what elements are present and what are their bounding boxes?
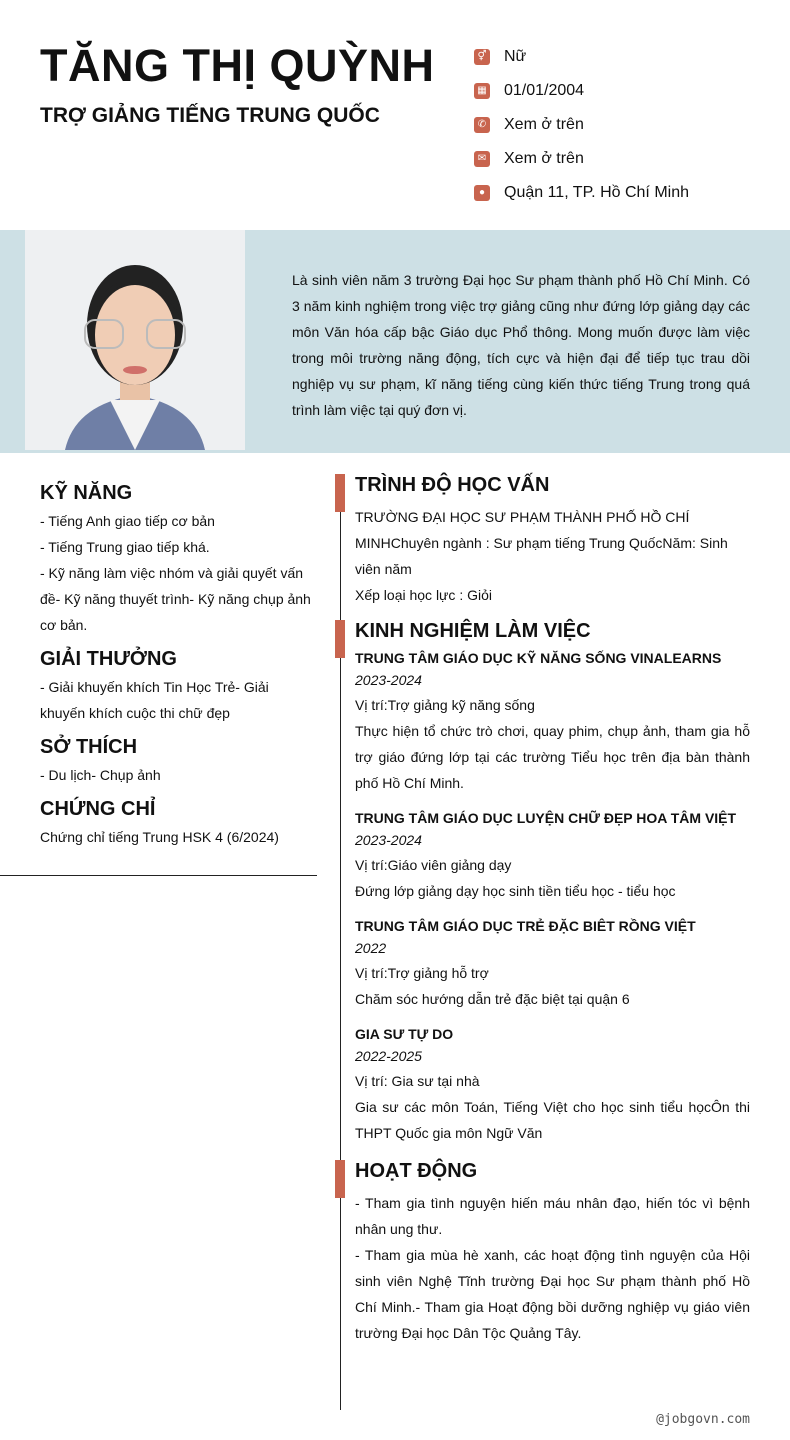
activities-heading: HOẠT ĐỘNG <box>355 1160 478 1182</box>
left-divider <box>0 875 317 876</box>
education-heading: TRÌNH ĐỘ HỌC VẤN <box>355 474 550 496</box>
job-period: 2022 <box>355 940 387 956</box>
certificates-text: Chứng chỉ tiếng Trung HSK 4 (6/2024) <box>40 829 279 845</box>
job-period: 2023-2024 <box>355 672 422 688</box>
awards-heading: GIẢI THƯỞNG <box>40 648 177 670</box>
contact-text: Xem ở trên <box>504 150 584 167</box>
candidate-name: TĂNG THỊ QUỲNH <box>40 40 435 91</box>
education-section <box>355 472 750 608</box>
job-org: TRUNG TÂM GIÁO DỤC KỸ NĂNG SỐNG VINALEARNS <box>355 650 722 666</box>
profile-photo <box>25 230 245 450</box>
contact-email <box>474 142 689 176</box>
job-desc: Gia sư các môn Toán, Tiếng Việt cho học sinh tiểu họcÔn thi THPT Quốc gia môn Ngữ Văn <box>355 1099 750 1141</box>
certificates-section <box>40 796 317 850</box>
summary-text: Là sinh viên năm 3 trường Đại học Sư phạm thành phố Hồ Chí Minh. Có 3 năm kinh nghiệm trong việc trợ giảng cũng như đứng lớp giảng dạy các môn Văn hóa cấp bậc Giáo dục Phổ thông. Mong muốn được làm việc trong môi trường năng động, tích cực và hiện đại để tiếp tục trau dồi nghiệp vụ sư phạm, kĩ năng tiếng cùng kiến thức tiếng Trung trong quá trình làm việc tại quý đơn vị. <box>292 272 750 418</box>
experience-heading: KINH NGHIỆM LÀM VIỆC <box>355 620 591 642</box>
job-item <box>355 808 750 904</box>
job-desc: Chăm sóc hướng dẫn trẻ đặc biệt tại quận 6 <box>355 991 630 1007</box>
left-column <box>40 472 317 850</box>
skills-heading: KỸ NĂNG <box>40 482 133 504</box>
skill-item: - Tiếng Anh giao tiếp cơ bản <box>40 513 215 529</box>
skills-section <box>40 480 317 638</box>
job-item <box>355 648 750 796</box>
activity-item: - Tham gia mùa hè xanh, các hoạt động tình nguyện của Hội sinh viên Nghệ Tĩnh trường Đại học Sư phạm thành phố Hồ Chí Minh.- Tham gia Hoạt động bồi dưỡng nghiệp vụ giáo viên trường Đại học Dân Tộc Quảng Tây. <box>355 1247 750 1341</box>
job-position: Vị trí:Giáo viên giảng dạy <box>355 857 512 873</box>
calendar-icon: ▦ <box>474 83 490 99</box>
contact-address <box>474 176 689 210</box>
awards-section <box>40 646 317 726</box>
job-desc: Đứng lớp giảng dạy học sinh tiền tiểu học - tiểu học <box>355 883 676 899</box>
job-position: Vị trí: Gia sư tại nhà <box>355 1073 480 1089</box>
hobbies-section <box>40 734 317 788</box>
education-grade: Xếp loại học lực : Giỏi <box>355 587 492 603</box>
contact-birthday <box>474 74 689 108</box>
gender-icon: ⚥ <box>474 49 490 65</box>
job-desc: Thực hiện tổ chức trò chơi, quay phim, chụp ảnh, tham gia hỗ trợ giáo đứng lớp tại các trường Tiểu học trên địa bàn thành phố Hồ Chí Minh. <box>355 723 750 791</box>
contact-phone <box>474 108 689 142</box>
contact-gender <box>474 40 689 74</box>
job-item <box>355 1024 750 1146</box>
contact-text: 01/01/2004 <box>504 82 585 99</box>
skill-item: - Tiếng Trung giao tiếp khá. <box>40 539 210 555</box>
location-icon: ● <box>474 185 490 201</box>
phone-icon: ✆ <box>474 117 490 133</box>
job-position: Vị trí:Trợ giảng kỹ năng sống <box>355 697 535 713</box>
section-marker <box>335 620 345 658</box>
activities-section <box>355 1158 750 1346</box>
section-marker <box>335 1160 345 1198</box>
contact-text: Nữ <box>504 48 527 65</box>
hobbies-text: - Du lịch- Chụp ảnh <box>40 767 161 783</box>
job-org: TRUNG TÂM GIÁO DỤC LUYỆN CHỮ ĐẸP HOA TÂM VIỆT <box>355 810 737 826</box>
right-column <box>355 472 750 1346</box>
timeline-line <box>340 474 341 1410</box>
job-period: 2022-2025 <box>355 1048 422 1064</box>
skill-item: - Kỹ năng làm việc nhóm và giải quyết vấn đề- Kỹ năng thuyết trình- Kỹ năng chụp ảnh cơ bản. <box>40 565 311 633</box>
job-org: TRUNG TÂM GIÁO DỤC TRẺ ĐẶC BIÊT RỒNG VIỆT <box>355 918 696 934</box>
job-org: GIA SƯ TỰ DO <box>355 1026 454 1042</box>
awards-text: - Giải khuyến khích Tin Học Trẻ- Giải khuyến khích cuộc thi chữ đẹp <box>40 679 269 721</box>
email-icon: ✉ <box>474 151 490 167</box>
footer-watermark: @jobgovn.com <box>656 1412 750 1427</box>
education-text: TRƯỜNG ĐẠI HỌC SƯ PHẠM THÀNH PHỐ HỒ CHÍ MINHChuyên ngành : Sư phạm tiếng Trung QuốcNăm: Sinh viên năm <box>355 509 728 577</box>
job-position: Vị trí:Trợ giảng hỗ trợ <box>355 965 489 981</box>
activity-item: - Tham gia tình nguyện hiến máu nhân đạo, hiến tóc vì bệnh nhân ung thư. <box>355 1195 750 1237</box>
experience-section <box>355 618 750 1146</box>
hobbies-heading: SỞ THÍCH <box>40 736 138 758</box>
certificates-heading: CHỨNG CHỈ <box>40 798 156 820</box>
section-marker <box>335 474 345 512</box>
contact-list <box>474 40 689 210</box>
job-item <box>355 916 750 1012</box>
job-title: TRỢ GIẢNG TIẾNG TRUNG QUỐC <box>40 104 380 127</box>
contact-text: Xem ở trên <box>504 116 584 133</box>
contact-text: Quận 11, TP. Hồ Chí Minh <box>504 184 689 201</box>
job-period: 2023-2024 <box>355 832 422 848</box>
